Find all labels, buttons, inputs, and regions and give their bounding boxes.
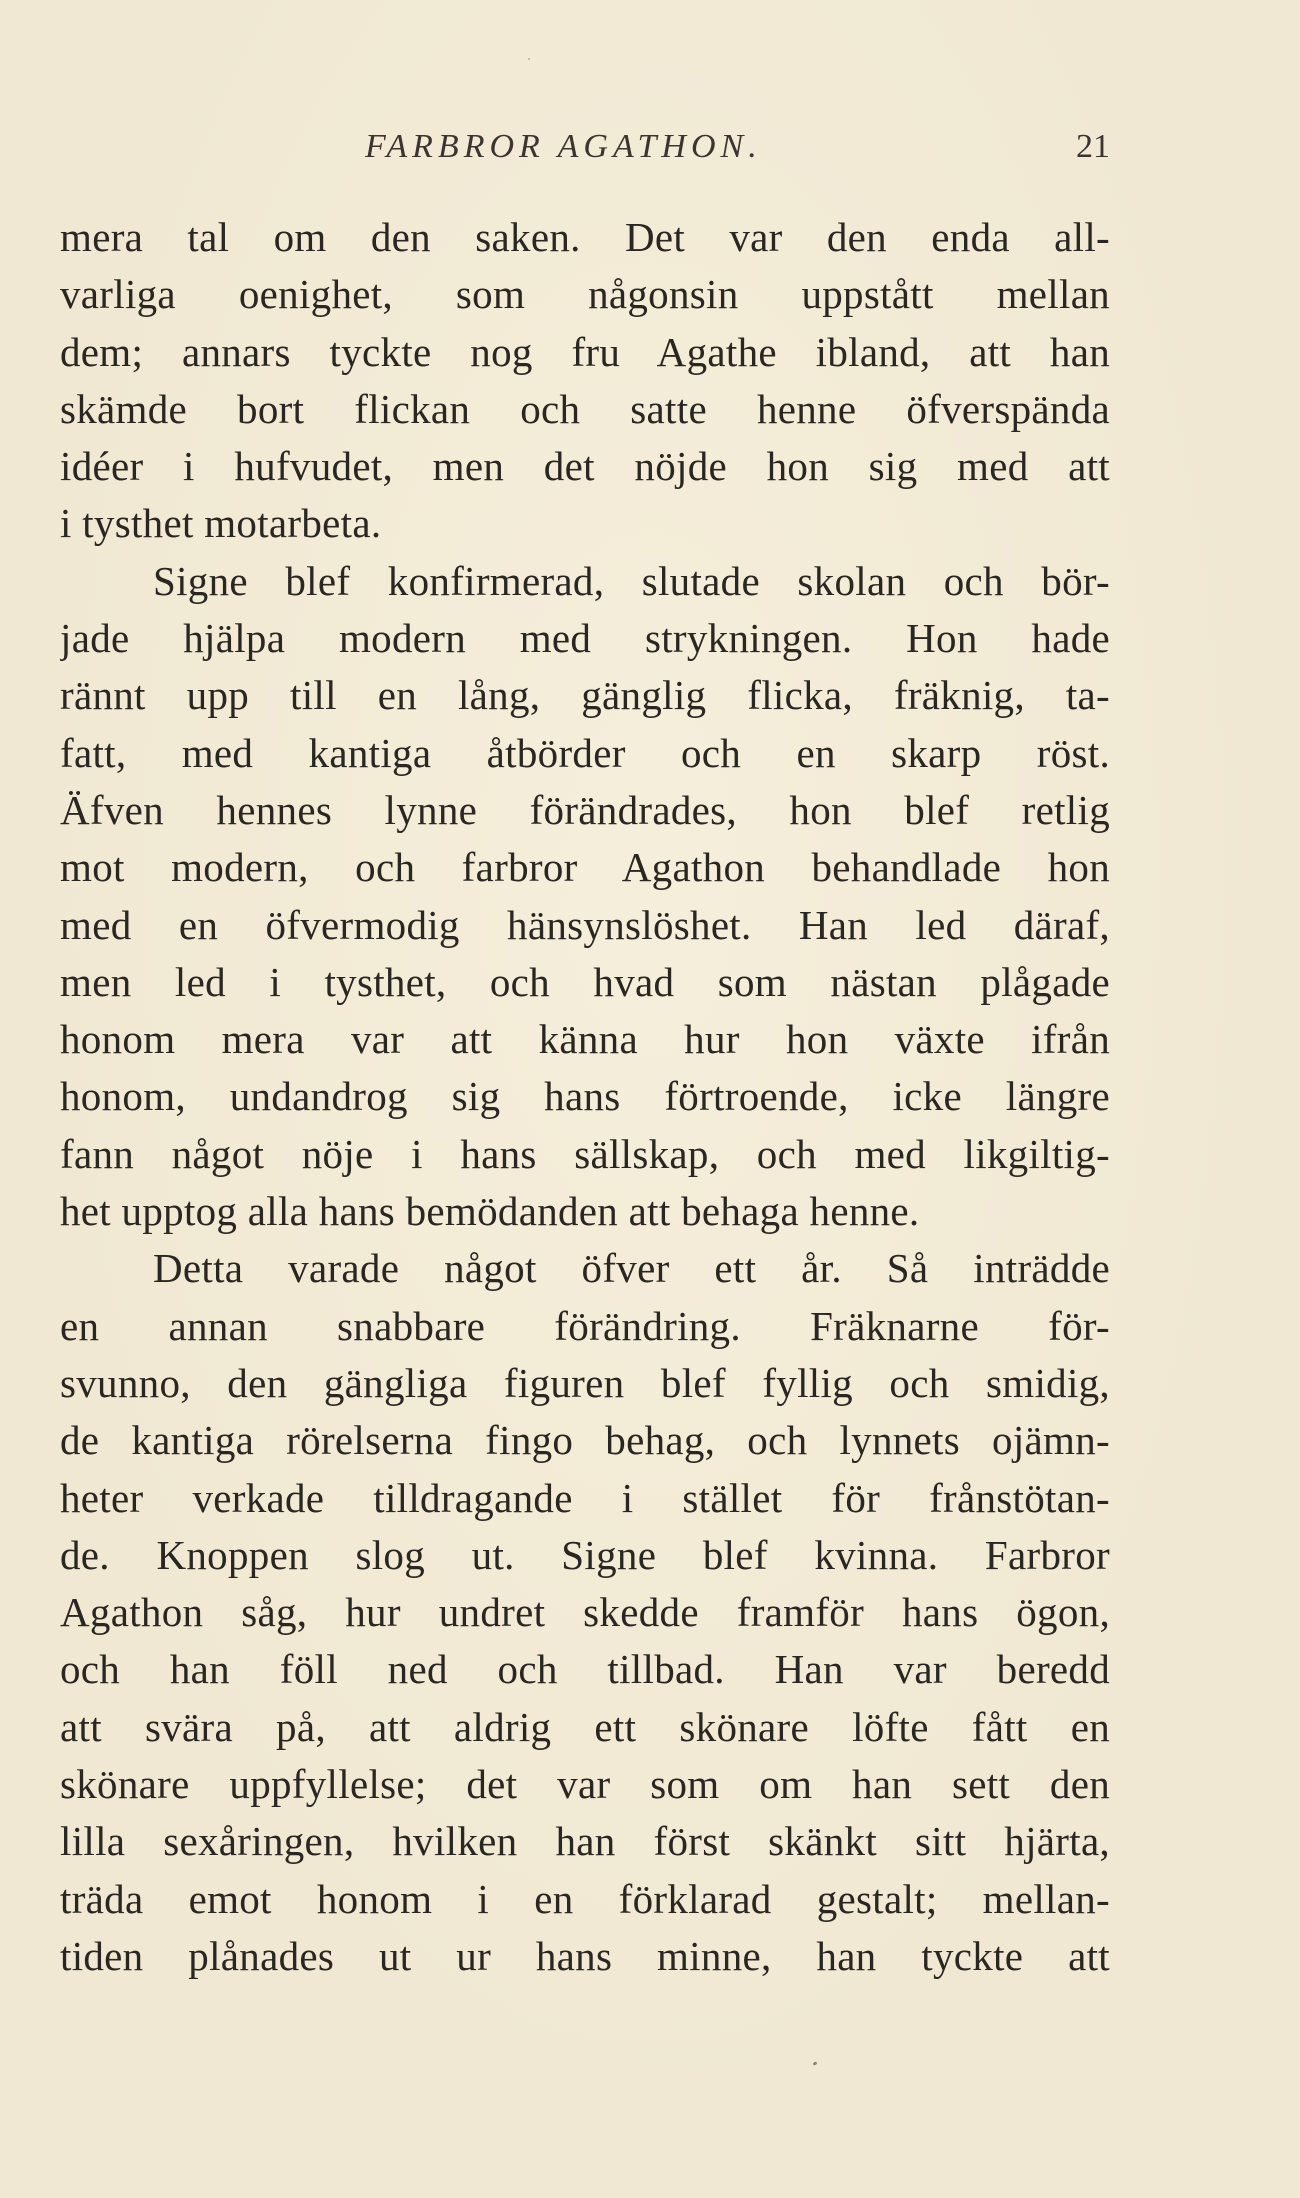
text-line: idéer i hufvudet, men det nöjde hon sig med att	[60, 443, 1110, 490]
text-line: att svära på, att aldrig ett skönare löfte fått en	[60, 1703, 1110, 1750]
paper-speck	[813, 2061, 818, 2066]
text-line: Äfven hennes lynne förändrades, hon blef retlig	[60, 786, 1110, 833]
text-line: dem; annars tyckte nog fru Agathe ibland, att han	[60, 328, 1110, 375]
paragraph-start-line: Signe blef konfirmerad, slutade skolan och bör-	[153, 557, 1110, 604]
text-line: mot modern, och farbror Agathon behandlade hon	[60, 844, 1110, 891]
text-line: träda emot honom i en förklarad gestalt; mellan-	[60, 1875, 1110, 1922]
text-line: skämde bort flickan och satte henne öfverspända	[60, 385, 1110, 432]
text-line: rännt upp till en lång, gänglig flicka, fräknig, ta-	[60, 672, 1110, 719]
text-line: fatt, med kantiga åtbörder och en skarp röst.	[60, 729, 1110, 776]
text-line: honom, undandrog sig hans förtroende, icke längre	[60, 1073, 1110, 1120]
text-line: Agathon såg, hur undret skedde framför hans ögon,	[60, 1589, 1110, 1636]
text-line: skönare uppfyllelse; det var som om han sett den	[60, 1761, 1110, 1808]
text-line: fann något nöje i hans sällskap, och med likgiltig-	[60, 1130, 1110, 1177]
text-line: de kantiga rörelserna fingo behag, och lynnets ojämn-	[60, 1417, 1110, 1464]
page-number: 21	[1076, 128, 1110, 165]
text-line: jade hjälpa modern med strykningen. Hon hade	[60, 615, 1110, 662]
text-line: med en öfvermodig hänsynslöshet. Han led däraf,	[60, 901, 1110, 948]
text-line: lilla sexåringen, hvilken han först skänkt sitt hjärta,	[60, 1818, 1110, 1865]
paper-speck	[528, 58, 530, 60]
text-line: heter verkade tilldragande i stället för frånstötan-	[60, 1474, 1110, 1521]
paragraph-end-line: i tysthet motarbeta.	[60, 500, 382, 547]
body-text	[60, 209, 1110, 1985]
running-title: FARBROR AGATHON.	[365, 128, 762, 165]
text-line: men led i tysthet, och hvad som nästan plågade	[60, 958, 1110, 1005]
text-line: de. Knoppen slog ut. Signe blef kvinna. Farbror	[60, 1531, 1110, 1578]
paragraph-start-line: Detta varade något öfver ett år. Så inträdde	[153, 1245, 1110, 1292]
text-line: en annan snabbare förändring. Fräknarne för-	[60, 1302, 1110, 1349]
text-line: varliga oenighet, som någonsin uppstått mellan	[60, 271, 1110, 318]
text-line: tiden plånades ut ur hans minne, han tyckte att	[60, 1932, 1110, 1979]
text-line: svunno, den gängliga figuren blef fyllig och smidig,	[60, 1359, 1110, 1406]
text-line: honom mera var att känna hur hon växte ifrån	[60, 1016, 1110, 1063]
text-line: och han föll ned och tillbad. Han var beredd	[60, 1646, 1110, 1693]
paragraph-end-line: het upptog alla hans bemödanden att behaga henne.	[60, 1188, 920, 1235]
text-line: mera tal om den saken. Det var den enda all-	[60, 214, 1110, 260]
running-head	[60, 128, 1110, 174]
